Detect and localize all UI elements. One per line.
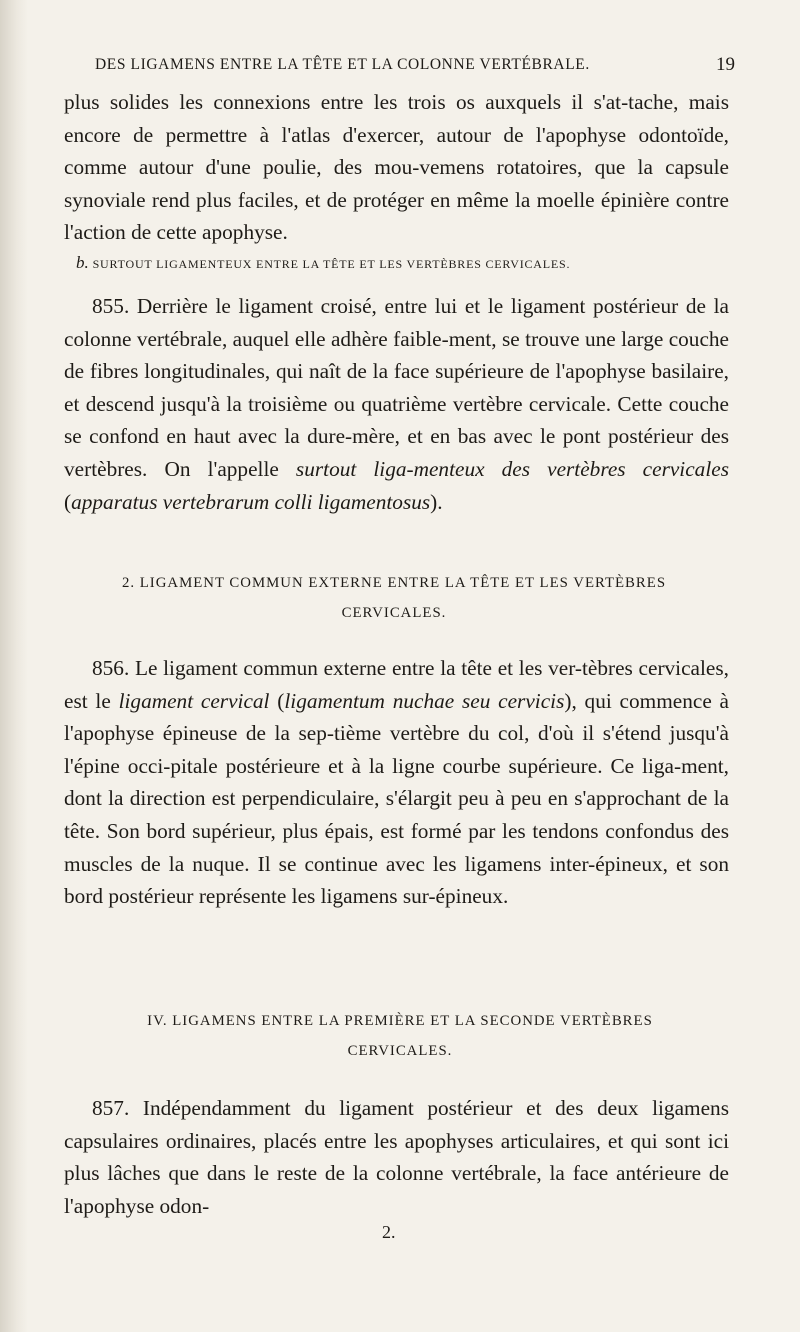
italic-term: surtout liga-menteux des vertèbres cervicales	[295, 456, 729, 481]
section-heading-b	[76, 248, 741, 279]
binding-gutter	[0, 0, 28, 1332]
italic-latin-term: apparatus vertebrarum colli ligamentosus	[71, 489, 431, 514]
section-heading-2	[74, 568, 714, 628]
running-header	[95, 56, 735, 74]
signature-mark: 2.	[382, 1222, 396, 1242]
section-title: IV. LIGAMENS ENTRE LA PREMIÈRE ET LA SECONDE VERTÈBRES CERVICALES.	[147, 1013, 653, 1059]
paragraph-text: 855. Derrière le ligament croisé, entre lui et le ligament postérieur de la colonne vertébrale, auquel elle adhère faible-ment, se trouve une large couche de fibres longitudinales, qui naît de la face supérieure de l'apophyse basilaire, et descend jusqu'à la troisième ou quatrième vertèbre cervicale. Cette couche se confond en haut avec la dure-mère, et en bas avec le pont postérieur des vertèbres. On l'appelle	[64, 294, 729, 481]
section-title: 2. LIGAMENT COMMUN EXTERNE ENTRE LA TÊTE ET LES VERTÈBRES CERVICALES.	[121, 575, 667, 621]
paragraph-continuation	[64, 86, 729, 249]
paragraph-text: 857. Indépendamment du ligament postérieur et des deux ligamens capsulaires ordinaires, placés entre les apophyses articulaires, et qui sont ici plus lâches que dans le reste de la colonne vertébrale, la face antérieure de l'apophyse odon-	[64, 1096, 729, 1218]
paragraph-text: plus solides les connexions entre les trois os auxquels il s'at-tache, mais encore de permettre à l'atlas d'exercer, autour de l'apophyse odontoïde, comme autour d'une poulie, des mou-vemens rotatoires, que la capsule synoviale rend plus faciles, et de protéger en même la moelle épinière contre l'action de cette apophyse.	[64, 90, 729, 245]
page-number: 19	[716, 54, 735, 75]
italic-latin-term: ligamentum nuchae seu cervicis	[284, 688, 565, 713]
section-heading-IV	[100, 1006, 700, 1066]
paragraph-855: 855. Derrière le ligament croisé, entre lui et le ligament postérieur de la colonne vertébrale, auquel elle adhère faible-ment, se trouve une large couche de fibres longitudinales, qui naît de la face supérieure de l'apophyse basilaire, et descend jusqu'à la troisième ou quatrième vertèbre cervicale. Cette couche se confond en haut avec la dure-mère, et en bas avec le pont postérieur des vertèbres. On l'appelle surtout liga-menteux des vertèbres cervicales (apparatus vertebrarum colli ligamentosus).	[64, 294, 729, 514]
running-header-title: DES LIGAMENS ENTRE LA TÊTE ET LA COLONNE VERTÉBRALE.	[95, 56, 590, 73]
section-mark: b.	[76, 253, 89, 272]
section-title: SURTOUT LIGAMENTEUX ENTRE LA TÊTE ET LES VERTÈBRES CERVICALES.	[92, 257, 571, 271]
paragraph-857	[64, 1092, 729, 1222]
paragraph-text-continued: ), qui commence à l'apophyse épineuse de la sep-tième vertèbre du col, d'où il s'étend jusqu'à l'épine occi-pitale postérieure et à la ligne courbe supérieure. Ce liga-ment, dont la direction est perpendiculaire, s'élargit peu à peu en s'approchant de la tête. Son bord supérieur, plus épais, est formé par les tendons confondus des muscles de la nuque. Il se continue avec les ligamens inter-épineux, et son bord postérieur représente les ligamens sur-épineux.	[64, 688, 730, 909]
italic-term: ligament cervical	[118, 688, 270, 713]
paragraph-text: 856. Le ligament commun externe entre la tête et les ver-tèbres cervicales, est le	[64, 656, 729, 713]
paragraph-856: 856. Le ligament commun externe entre la tête et les ver-tèbres cervicales, est le ligament cervical (ligamentum nuchae seu cervicis), qui commence à l'apophyse épineuse de la sep-tième vertèbre du col, d'où il s'étend jusqu'à l'épine occi-pitale postérieure et à la ligne courbe supérieure. Ce liga-ment, dont la direction est perpendiculaire, s'élargit peu à peu en s'approchant de la tête. Son bord supérieur, plus épais, est formé par les tendons confondus des muscles de la nuque. Il se continue avec les ligamens inter-épineux, et son bord postérieur représente les ligamens sur-épineux.	[64, 656, 730, 909]
